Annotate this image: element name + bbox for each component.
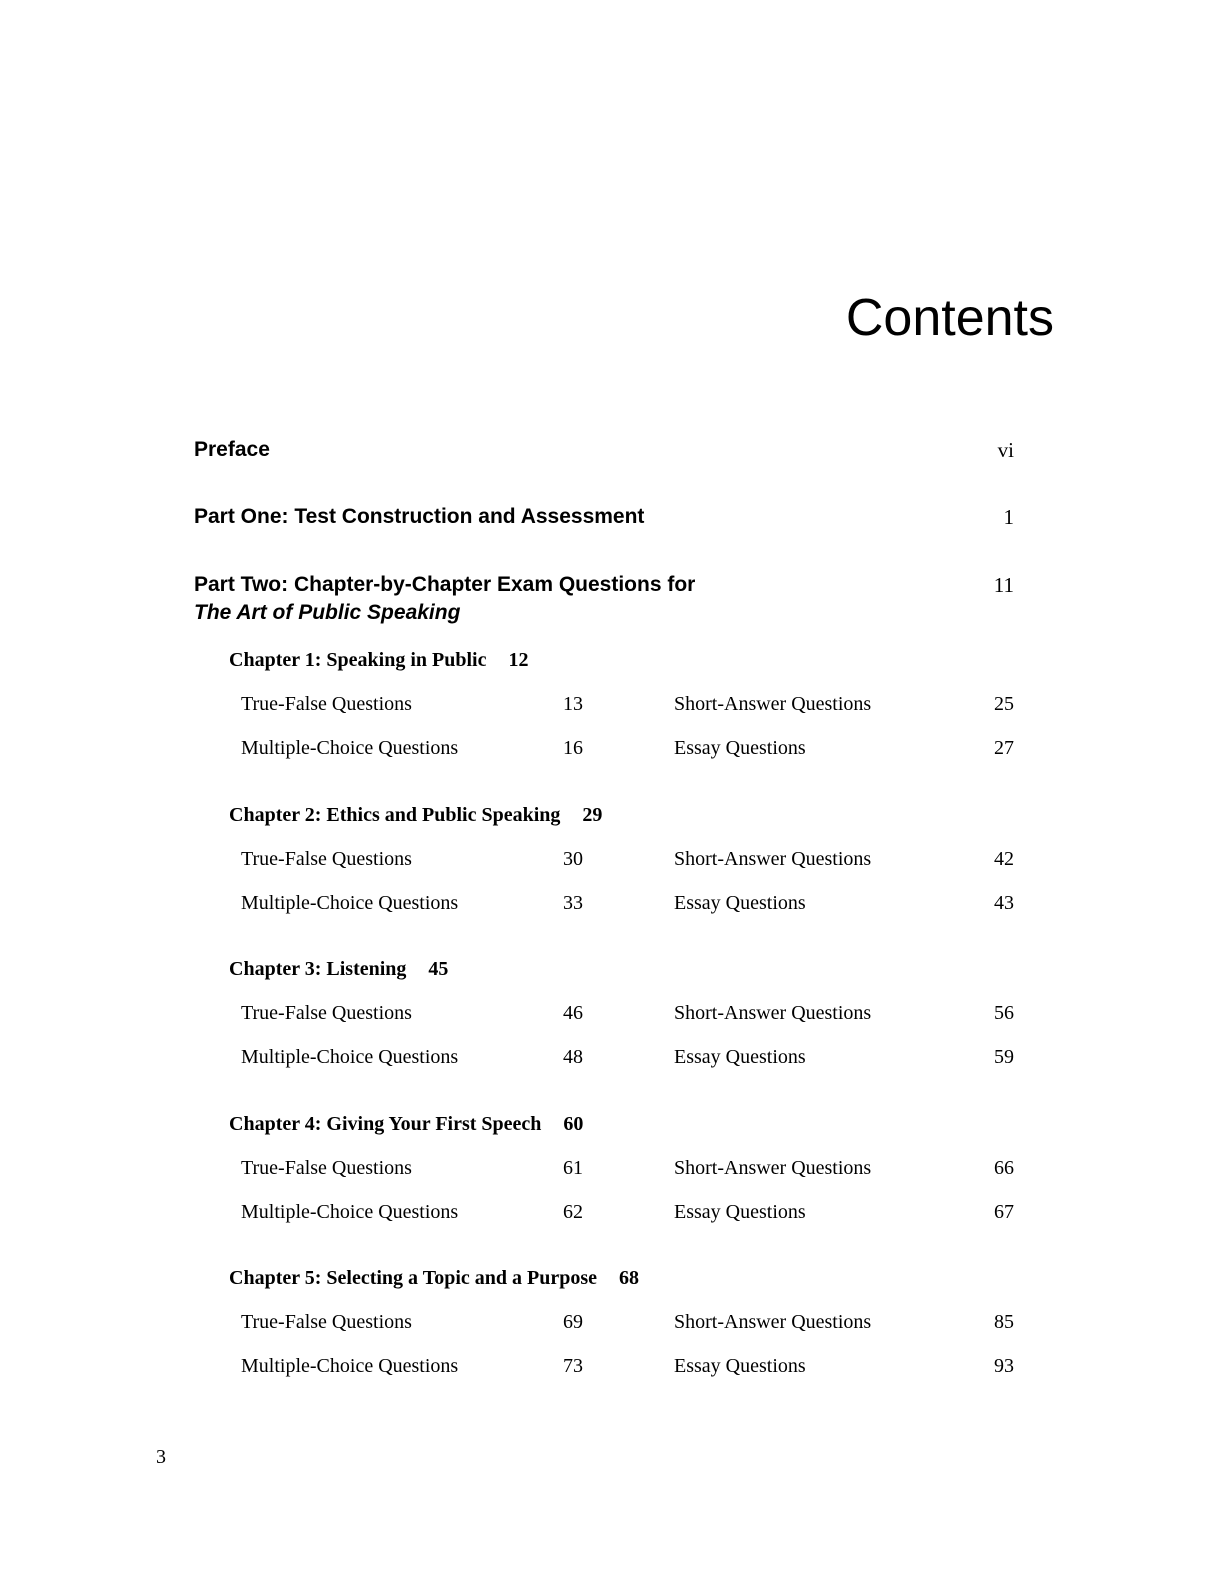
toc-item-label[interactable]: Essay Questions xyxy=(674,737,806,759)
chapter-title: Chapter 2: Ethics and Public Speaking xyxy=(229,804,561,826)
toc-item-label[interactable]: Multiple-Choice Questions xyxy=(241,1355,459,1377)
toc-item-page: 43 xyxy=(994,892,1014,914)
toc-item-label[interactable]: True-False Questions xyxy=(241,693,412,715)
toc-entry-page: 1 xyxy=(1003,505,1014,529)
toc-item-page: 25 xyxy=(994,693,1014,715)
toc-item-page: 67 xyxy=(994,1201,1014,1223)
toc-item-label[interactable]: Multiple-Choice Questions xyxy=(241,892,459,914)
toc-item-page: 48 xyxy=(563,1046,583,1068)
toc-item-label[interactable]: Multiple-Choice Questions xyxy=(241,1201,459,1223)
chapter-page: 45 xyxy=(428,958,449,980)
toc-entry-page: vi xyxy=(997,438,1014,462)
chapter-title: Chapter 3: Listening xyxy=(229,958,407,980)
toc-item-label[interactable]: True-False Questions xyxy=(241,1157,412,1179)
toc-item-label[interactable]: True-False Questions xyxy=(241,1002,412,1024)
chapter-heading[interactable] xyxy=(229,955,1014,983)
toc-item-label[interactable]: Essay Questions xyxy=(674,1046,806,1068)
toc-item-label[interactable]: True-False Questions xyxy=(241,1311,412,1333)
toc-item-page: 73 xyxy=(563,1355,583,1377)
toc-entry-subtitle: The Art of Public Speaking xyxy=(194,601,461,624)
chapter-page: 12 xyxy=(508,649,529,671)
toc-item-page: 56 xyxy=(994,1002,1014,1024)
toc-item-label[interactable]: Multiple-Choice Questions xyxy=(241,1046,459,1068)
toc-entry-part-one[interactable] xyxy=(194,503,1014,531)
toc-item-page: 33 xyxy=(563,892,583,914)
chapter-heading[interactable] xyxy=(229,1110,1014,1138)
toc-item-page: 30 xyxy=(563,848,583,870)
toc-row xyxy=(229,845,1014,889)
toc-row xyxy=(229,1198,1014,1242)
toc-item-page: 61 xyxy=(563,1157,583,1179)
toc-item-label[interactable]: Multiple-Choice Questions xyxy=(241,737,459,759)
toc-item-page: 66 xyxy=(994,1157,1014,1179)
toc-row xyxy=(229,1043,1014,1087)
toc-entry-page: 11 xyxy=(993,573,1014,597)
chapter-heading[interactable] xyxy=(229,1264,1014,1292)
chapter-title: Chapter 5: Selecting a Topic and a Purpose xyxy=(229,1267,597,1289)
toc-item-page: 27 xyxy=(994,737,1014,759)
toc-row xyxy=(229,1154,1014,1198)
toc-item-page: 59 xyxy=(994,1046,1014,1068)
toc-item-label[interactable]: Short-Answer Questions xyxy=(674,848,872,870)
toc-item-page: 93 xyxy=(994,1355,1014,1377)
page-title: Contents xyxy=(845,289,1054,347)
chapter-section xyxy=(229,1110,1014,1242)
chapter-section xyxy=(229,955,1014,1087)
chapter-page: 29 xyxy=(582,804,603,826)
toc-item-label[interactable]: Short-Answer Questions xyxy=(674,693,872,715)
toc-item-label[interactable]: Short-Answer Questions xyxy=(674,1002,872,1024)
toc-row xyxy=(229,734,1014,778)
toc-entry-title: Part Two: Chapter-by-Chapter Exam Questions for xyxy=(194,573,696,596)
chapter-section xyxy=(229,646,1014,778)
toc-item-label[interactable]: Essay Questions xyxy=(674,892,806,914)
toc-entry-preface[interactable] xyxy=(194,436,1014,464)
toc-item-page: 16 xyxy=(563,737,583,759)
toc-row xyxy=(229,690,1014,734)
chapter-section xyxy=(229,801,1014,933)
chapter-title: Chapter 4: Giving Your First Speech xyxy=(229,1113,542,1135)
toc-item-page: 69 xyxy=(563,1311,583,1333)
chapter-title: Chapter 1: Speaking in Public xyxy=(229,649,487,671)
chapter-section xyxy=(229,1264,1014,1396)
toc-item-page: 46 xyxy=(563,1002,583,1024)
toc-item-page: 85 xyxy=(994,1311,1014,1333)
toc-item-label[interactable]: Essay Questions xyxy=(674,1355,806,1377)
toc-row xyxy=(229,889,1014,933)
chapter-page: 60 xyxy=(563,1113,584,1135)
page-number: 3 xyxy=(156,1446,166,1468)
toc-item-label[interactable]: Essay Questions xyxy=(674,1201,806,1223)
toc-entry-part-two[interactable] xyxy=(194,571,1014,627)
toc-item-label[interactable]: Short-Answer Questions xyxy=(674,1311,872,1333)
toc-item-page: 62 xyxy=(563,1201,583,1223)
toc-entry-title: Preface xyxy=(194,438,270,461)
toc-row xyxy=(229,1308,1014,1352)
toc-item-page: 13 xyxy=(563,693,583,715)
toc-entry-title: Part One: Test Construction and Assessment xyxy=(194,505,645,528)
toc-row xyxy=(229,999,1014,1043)
chapter-heading[interactable] xyxy=(229,646,1014,674)
toc-item-page: 42 xyxy=(994,848,1014,870)
toc-row xyxy=(229,1352,1014,1396)
toc-item-label[interactable]: True-False Questions xyxy=(241,848,412,870)
chapter-heading[interactable] xyxy=(229,801,1014,829)
chapter-page: 68 xyxy=(619,1267,639,1289)
toc-item-label[interactable]: Short-Answer Questions xyxy=(674,1157,872,1179)
